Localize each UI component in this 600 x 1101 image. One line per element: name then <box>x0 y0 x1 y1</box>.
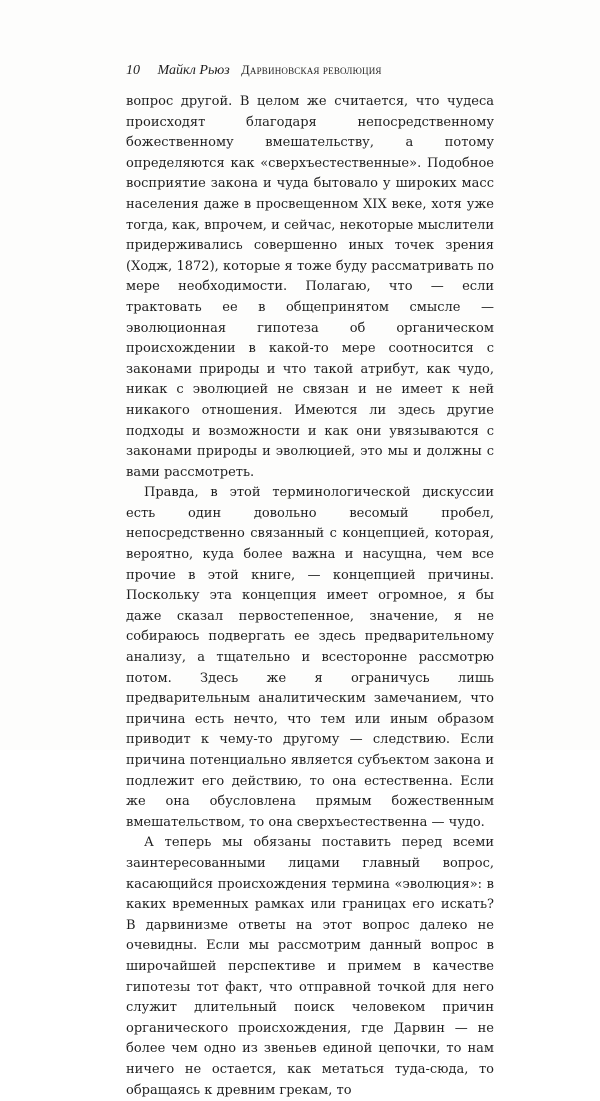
paragraph-1: вопрос другой. В целом же считается, что чудеса происходят благодаря непосредственному божественному вмешательству, а потому определяются как «сверхъестественные». Подобное восприятие закона и чуда бытовало у широких масс населения даже в просвещенном XIX веке, хотя уже тогда, как, впрочем, и сейчас, некоторые мыслители придерживались совершенно иных точек зрения (Ходж, 1872), которые я тоже буду рассматривать по мере необходимости. Полагаю, что — если трактовать ее в общепринятом смысле — эволюционная гипотеза об органическом происхождении в какой-то мере соотносится с законами природы и что такой атрибут, как чудо, никак с эволюцией не связан и не имеет к ней никакого отношения. Имеются ли здесь другие подходы и возможности и как они увязываются с законами природы и эволюцией, это мы и должны с вами рассмотреть. <box>126 94 494 480</box>
book-title: Дарвиновская революция <box>241 63 382 77</box>
running-head <box>126 62 526 79</box>
paragraph-3: А теперь мы обязаны поставить перед всеми заинтересованными лицами главный вопрос, касающийся происхождения термина «эволюция»: в каких временных рамках или границах его искать? В дарвинизме ответы на этот вопрос далеко не очевидны. Если мы рассмотрим данный вопрос в широчайшей перспективе и примем в качестве гипотезы тот факт, что отправной точкой для него служит длительный поиск человеком причин органического происхождения, где Дарвин — не более чем одно из звеньев единой цепочки, то нам ничего не остается, как метаться туда-сюда, то обращаясь к древним грекам, то <box>126 835 494 1098</box>
paragraph-2: Правда, в этой терминологической дискуссии есть один довольно весомый пробел, непосредственно связанный с концепцией, которая, вероятно, куда более важна и насущна, чем все прочие в этой книге, — концепцией причины. Поскольку эта концепция имеет огромное, я бы даже сказал первостепенное, значение, я не собираюсь подвергать ее здесь предварительному анализу, а тщательно и всесторонне рассмотрю потом. Здесь же я ограничусь лишь предварительным аналитическим замечанием, что причина есть нечто, что тем или иным образом приводит к чему-то другому — следствию. Если причина потенциально является субъектом закона и подлежит его действию, то она естественна. Если же она обусловлена прямым божественным вмешательством, то она сверхъестественна — чудо. <box>126 485 494 830</box>
body-text <box>126 92 494 1101</box>
author-name: Майкл Рьюз <box>157 63 230 78</box>
page-number: 10 <box>126 63 140 78</box>
